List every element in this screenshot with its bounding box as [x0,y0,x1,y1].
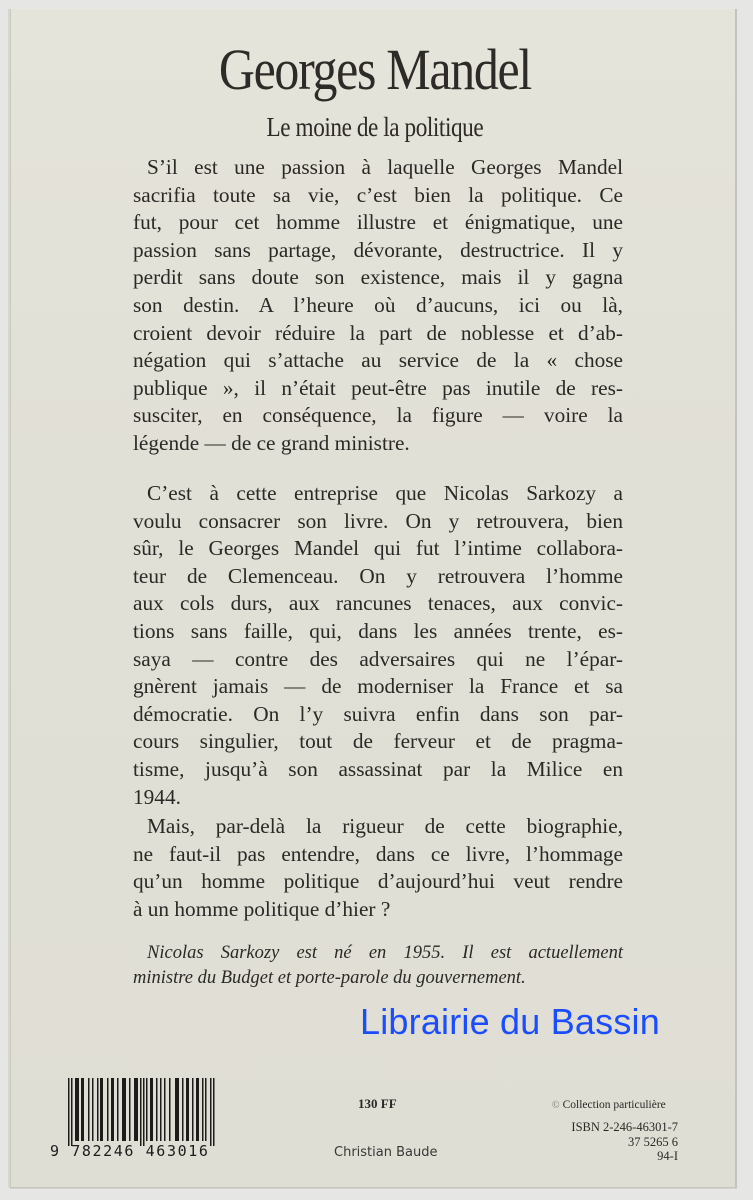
text-line: son destin. A l’heure où d’aucuns, ici ou là, [133,292,623,317]
barcode-number: 9 782246 463016 [50,1142,210,1160]
text-line: perdit sans doute son existence, mais il y gagna [133,265,623,290]
text-line: tions sans faille, qui, dans les années trente, es- [133,618,623,643]
bookseller-watermark: Librairie du Bassin [360,1001,660,1042]
text-line: qu’un homme politique d’aujourd’hui veut rendre [133,869,623,894]
copyright-icon: © [552,1100,560,1111]
copyright-credit [552,1099,666,1111]
text-line: légende — de ce grand ministre. [133,430,410,455]
publisher-name: Christian Baude [334,1145,438,1160]
text-line: susciter, en conséquence, la figure — voire la [133,403,623,428]
text-line: C’est à cette entreprise que Nicolas Sarkozy a [147,481,623,505]
catalog-code: 37 5265 6 [628,1134,678,1149]
blurb-paragraph-1 [133,154,623,458]
text-line: saya — contre des adversaires qui ne l’épar- [133,646,623,671]
isbn-block [560,1120,678,1164]
print-code: 94-I [657,1149,678,1163]
blurb-paragraph-2 [133,480,623,811]
isbn-number: ISBN 2-246-46301-7 [571,1120,678,1134]
text-line: démocratie. On l’y suivra enfin dans son par- [133,701,623,726]
text-line: ministre du Budget et porte-parole du gouvernement. [133,968,526,988]
text-line: 1944. [133,784,181,809]
text-line: fut, pour cet homme illustre et énigmatique, une [133,210,623,235]
text-line: à un homme politique d’hier ? [133,896,391,921]
text-line: ne faut-il pas entendre, dans ce livre, l’hommage [133,841,623,866]
text-line: croient devoir réduire la part de noblesse et d’ab- [133,320,623,345]
text-line: Nicolas Sarkozy est né en 1955. Il est actuellement [147,943,623,963]
book-subtitle: Le moine de la politique [266,112,484,142]
text-line: S’il est une passion à laquelle Georges Mandel [147,155,623,179]
blurb-paragraph-3 [133,813,623,923]
text-line: voulu consacrer son livre. On y retrouvera, bien [133,508,623,533]
text-line: Mais, par-delà la rigueur de cette biographie, [147,814,623,838]
text-line: passion sans partage, dévorante, destructrice. Il y [133,237,623,262]
text-line: aux cols durs, aux rancunes tenaces, aux convic- [133,591,623,616]
text-line: tisme, jusqu’à son assassinat par la Milice en [133,756,623,781]
book-title: Georges Mandel [218,37,531,102]
text-line: gnèrent jamais — de moderniser la France et sa [133,674,623,699]
text-line: publique », il n’était peut-être pas inutile de res- [133,375,623,400]
text-line: sûr, le Georges Mandel qui fut l’intime collabora- [133,536,623,561]
author-bio [133,941,623,991]
text-line: négation qui s’attache au service de la « chose [133,348,623,373]
barcode-icon [68,1078,216,1146]
text-line: cours singulier, tout de ferveur et de pragma- [133,729,623,754]
price-label: 130 FF [358,1096,397,1111]
text-line: teur de Clemenceau. On y retrouvera l’homme [133,563,623,588]
text-line: sacrifia toute sa vie, c’est bien la politique. Ce [133,182,623,207]
copyright-text: Collection particulière [562,1099,666,1111]
